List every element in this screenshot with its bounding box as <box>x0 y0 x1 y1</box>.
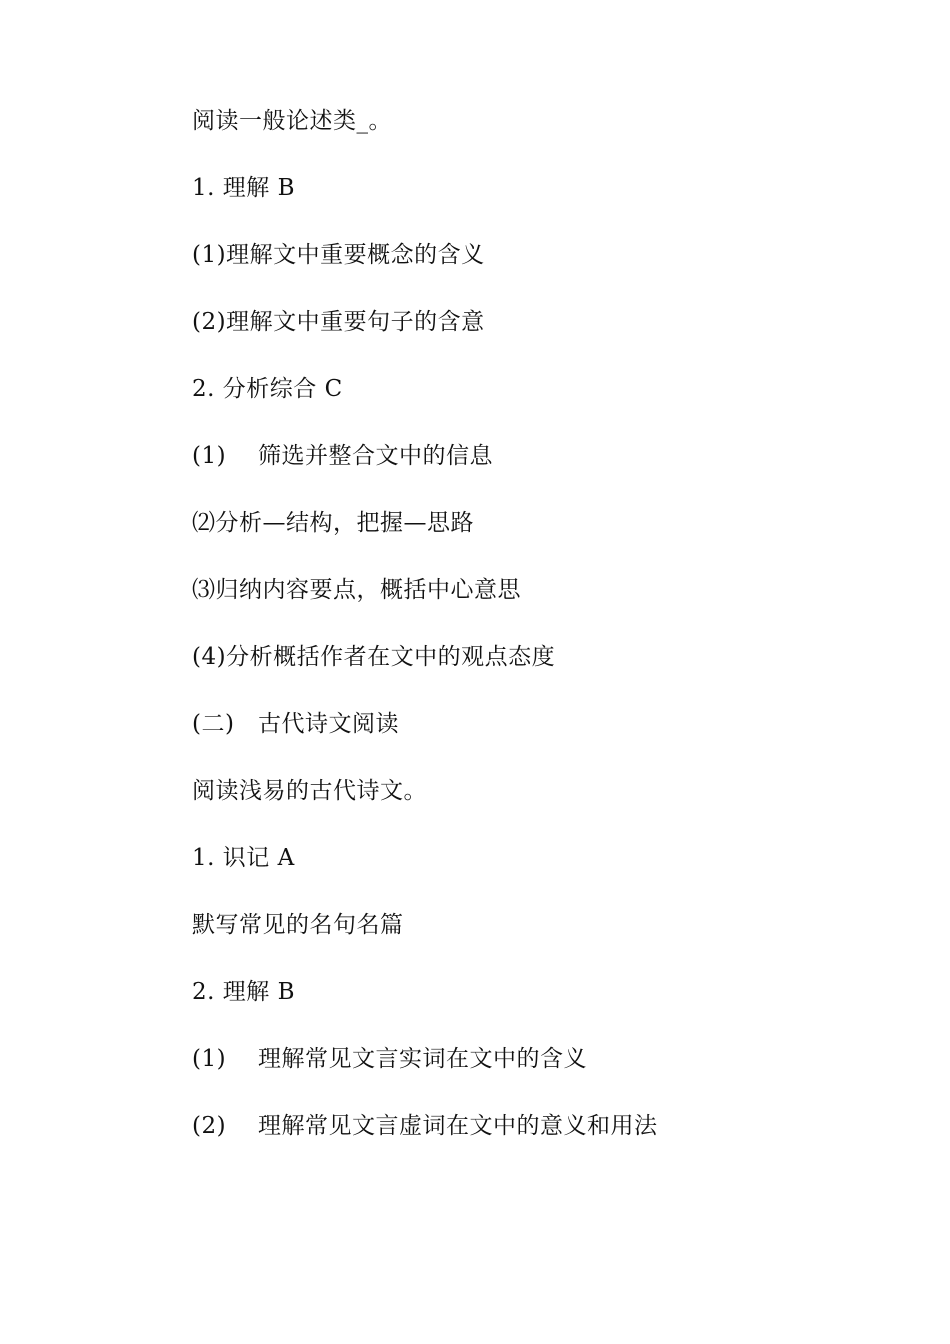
list-item-text: 筛选并整合文中的信息 <box>258 443 493 469</box>
list-item <box>192 1044 587 1074</box>
section-heading: 2. 分析综合 C <box>192 376 343 402</box>
list-item <box>192 1111 658 1141</box>
section-heading: 1. 理解 B <box>192 175 295 201</box>
paragraph-line: 默写常见的名句名篇 <box>192 912 404 938</box>
section-number: (二) <box>192 711 235 737</box>
list-item-number: (1) <box>192 443 227 469</box>
list-item-text: 理解常见文言虚词在文中的意义和用法 <box>258 1113 658 1139</box>
section-title: 古代诗文阅读 <box>258 711 399 737</box>
list-item: (4)分析概括作者在文中的观点态度 <box>192 644 556 670</box>
list-item-number: (1) <box>192 1046 227 1072</box>
list-item-text: 理解常见文言实词在文中的含义 <box>258 1046 587 1072</box>
section-heading: 2. 理解 B <box>192 979 295 1005</box>
list-item: ⑶归纳内容要点，概括中心意思 <box>192 577 521 603</box>
section-heading: 1. 识记 A <box>192 845 295 871</box>
list-item-number: (2) <box>192 1113 227 1139</box>
paragraph-line: 阅读一般论述类_。 <box>192 108 392 134</box>
list-item: ⑵分析—结构，把握—思路 <box>192 510 474 536</box>
list-item <box>192 441 493 471</box>
list-item: (2)理解文中重要句子的含意 <box>192 309 485 335</box>
list-item: (1)理解文中重要概念的含义 <box>192 242 485 268</box>
section-heading <box>192 709 399 739</box>
paragraph-line: 阅读浅易的古代诗文。 <box>192 778 427 804</box>
